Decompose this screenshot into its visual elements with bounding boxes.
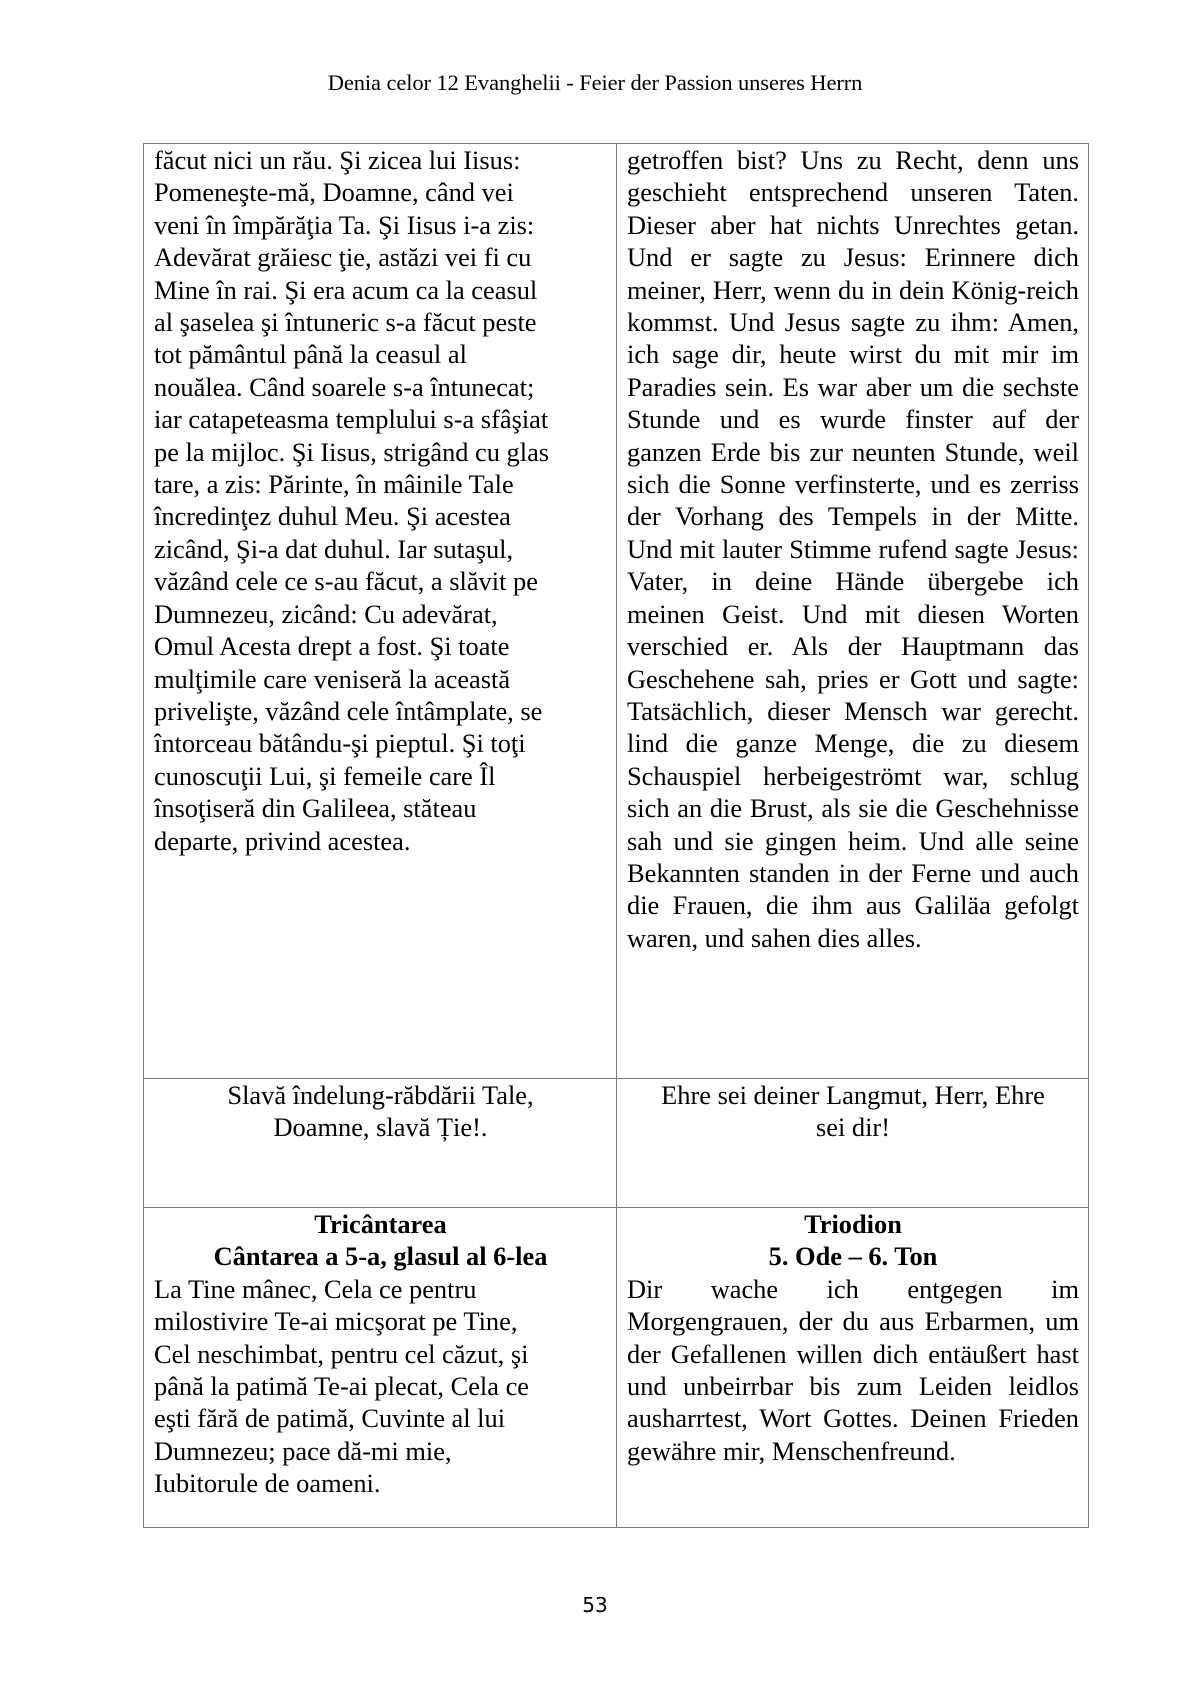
table-row-ode bbox=[144, 1208, 1089, 1528]
text-line: nouălea. Când soarele s-a întunecat; bbox=[154, 371, 535, 402]
bilingual-text-table bbox=[143, 143, 1089, 1528]
page-number: 53 bbox=[582, 1593, 608, 1617]
text-line: însoţiseră din Galileea, stăteau bbox=[154, 793, 477, 824]
table-row-gospel bbox=[144, 144, 1089, 1079]
romanian-gospel-cell bbox=[144, 144, 617, 1079]
text-line: Mine în rai. Şi era acum ca la ceasul bbox=[154, 274, 538, 305]
german-gospel-cell bbox=[617, 144, 1089, 1079]
german-refrain-line: sei dir! bbox=[815, 1112, 891, 1143]
romanian-refrain-line: Slavă îndelung-răbdării Tale, bbox=[227, 1080, 534, 1110]
romanian-refrain-line: Doamne, slavă Ție!. bbox=[273, 1112, 488, 1143]
romanian-ode-text bbox=[154, 1273, 607, 1500]
german-refrain-cell bbox=[617, 1079, 1089, 1208]
text-line: văzând cele ce s-au făcut, a slăvit pe bbox=[154, 566, 538, 597]
text-line: Adevărat grăiesc ţie, astăzi vei fi cu bbox=[154, 242, 532, 273]
german-ode-cell bbox=[617, 1208, 1089, 1528]
text-line: milostivire Te-ai micşorat pe Tine, bbox=[154, 1306, 518, 1337]
text-line: al şaselea şi întuneric s-a făcut peste bbox=[154, 307, 537, 338]
german-ode-subheading: 5. Ode – 6. Ton bbox=[768, 1241, 938, 1272]
romanian-ode-subheading: Cântarea a 5-a, glasul al 6-lea bbox=[213, 1241, 548, 1272]
text-line: veni în împărăţia Ta. Şi Iisus i-a zis: bbox=[154, 209, 535, 240]
german-ode-text: Dir wache ich entgegen im Morgengrauen, der du aus Erbarmen, um der Gefallenen willen dich entäußert hast und unbeirrbar bis zum Leiden leidlos ausharrtest, Wort Gottes. Deinen Frieden gewähre mir, Menschenfreund. bbox=[627, 1273, 1079, 1466]
text-line: privelişte, văzând cele întâmplate, se bbox=[154, 695, 543, 726]
text-line: Omul Acesta drept a fost. Şi toate bbox=[154, 631, 510, 662]
romanian-ode-cell bbox=[144, 1208, 617, 1528]
text-line: Dumnezeu; pace dă-mi mie, bbox=[154, 1435, 452, 1466]
text-line: mulţimile care veniseră la această bbox=[154, 663, 511, 694]
table-row-refrain bbox=[144, 1079, 1089, 1208]
text-line: până la patimă Te-ai plecat, Cela ce bbox=[154, 1371, 529, 1402]
text-line: Dumnezeu, zicând: Cu adevărat, bbox=[154, 598, 498, 629]
text-line: Cel neschimbat, pentru cel căzut, şi bbox=[154, 1338, 529, 1369]
text-line: Pomeneşte-mă, Doamne, când vei bbox=[154, 177, 514, 208]
romanian-refrain-cell bbox=[144, 1079, 617, 1208]
text-line: tare, a zis: Părinte, în mâinile Tale bbox=[154, 469, 514, 500]
german-refrain-line: Ehre sei deiner Langmut, Herr, Ehre bbox=[661, 1080, 1045, 1110]
text-line: cunoscuţii Lui, şi femeile care Îl bbox=[154, 760, 496, 791]
text-line: iar catapeteasma templului s-a sfâşiat bbox=[154, 404, 549, 435]
text-line: zicând, Şi-a dat duhul. Iar sutaşul, bbox=[154, 533, 514, 564]
text-line: eşti fără de patimă, Cuvinte al lui bbox=[154, 1403, 506, 1434]
german-ode-heading: Triodion bbox=[804, 1209, 902, 1239]
text-line: tot pământul până la ceasul al bbox=[154, 339, 467, 370]
text-line: pe la mijloc. Şi Iisus, strigând cu glas bbox=[154, 436, 550, 467]
text-line: La Tine mânec, Cela ce pentru bbox=[154, 1273, 477, 1304]
text-line: Iubitorule de oameni. bbox=[154, 1468, 381, 1499]
romanian-ode-heading: Tricântarea bbox=[314, 1209, 447, 1239]
text-line: încredinţez duhul Meu. Şi acestea bbox=[154, 501, 511, 532]
romanian-gospel-text bbox=[154, 144, 607, 857]
text-line: făcut nici un rău. Şi zicea lui Iisus: bbox=[154, 145, 521, 175]
german-gospel-text: getroffen bist? Uns zu Recht, denn uns geschieht entsprechend unseren Taten. Dieser aber hat nichts Unrechtes getan. Und er sagte zu Jesus: Erinnere dich meiner, Herr, wenn du in dein König-reich kommst. Und Jesus sagte zu ihm: Amen, ich sage dir, heute wirst du mit mir im Paradies sein. Es war aber um die sechste Stunde und es wurde finster auf der ganzen Erde bis zur neunten Stunde, weil sich die Sonne verfinsterte, und es zerriss der Vorhang des Tempels in der Mitte. Und mit lauter Stimme rufend sagte Jesus: Vater, in deine Hände übergebe ich meinen Geist. Und mit diesen Worten verschied er. Als der Hauptmann das Geschehene sah, pries er Gott und sagte: Tatsächlich, dieser Mensch war gerecht. lind die ganze Menge, die zu diesem Schauspiel herbeigeströmt war, schlug sich an die Brust, als sie die Geschehnisse sah und sie gingen heim. Und alle seine Bekannten standen in der Ferne und auch die Frauen, die ihm aus Galiläa gefolgt waren, und sahen dies alles. bbox=[627, 145, 1079, 953]
running-header: Denia celor 12 Evanghelii - Feier der Passion unseres Herrn bbox=[327, 70, 863, 95]
text-line: departe, privind acestea. bbox=[154, 825, 411, 856]
text-line: întorceau bătându-şi pieptul. Şi toţi bbox=[154, 728, 526, 759]
